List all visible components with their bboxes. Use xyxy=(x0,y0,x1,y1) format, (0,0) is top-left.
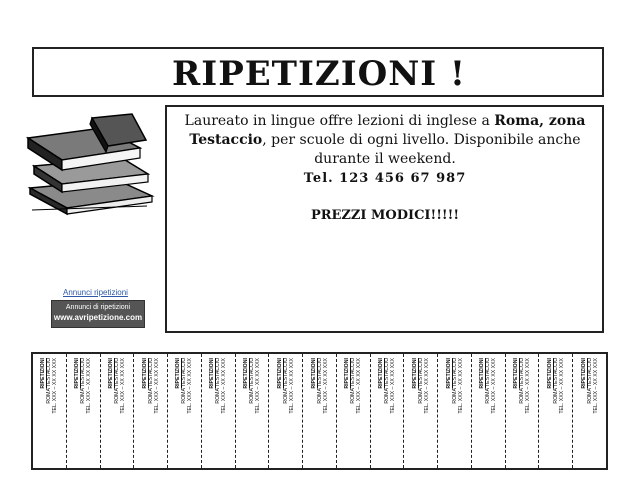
page-title: RIPETIZIONI ! xyxy=(172,54,466,94)
tear-off-strip[interactable] xyxy=(573,354,606,468)
strip-line2: ROMA TESTACCIO xyxy=(215,358,222,404)
tear-off-strip[interactable] xyxy=(404,354,438,468)
strip-text xyxy=(311,358,329,414)
strip-line3: TEL. XXX – XX XX XXX xyxy=(119,358,126,414)
badge-line1: Annunci di ripetizioni xyxy=(65,304,131,311)
strip-text xyxy=(344,358,362,414)
tear-off-strips xyxy=(31,352,608,470)
strip-line3: TEL. XXX – XX XX XXX xyxy=(558,358,565,414)
strip-line2: ROMA TESTACCIO xyxy=(46,358,53,404)
strip-line1: RIPETIZIONI xyxy=(479,358,486,389)
strip-line1: RIPETIZIONI xyxy=(546,358,553,389)
badge-line2: www.avripetizione.com xyxy=(53,313,143,322)
prices-note: PREZZI MODICI!!!!! xyxy=(310,208,460,223)
strip-line2: ROMA TESTACCIO xyxy=(519,358,526,404)
strip-line3: TEL. XXX – XX XX XXX xyxy=(187,358,194,414)
strip-line1: RIPETIZIONI xyxy=(74,358,81,389)
strip-line3: TEL. XXX – XX XX XXX xyxy=(322,358,329,414)
strip-line1: RIPETIZIONI xyxy=(378,358,385,389)
tear-off-strip[interactable] xyxy=(506,354,540,468)
strip-text xyxy=(108,358,126,414)
strip-line2: ROMA TESTACCIO xyxy=(113,358,120,404)
strip-line1: RIPETIZIONI xyxy=(40,358,47,389)
tear-off-strip[interactable] xyxy=(202,354,236,468)
strip-text xyxy=(378,358,396,414)
strip-line1: RIPETIZIONI xyxy=(344,358,351,389)
strip-line2: ROMA TESTACCIO xyxy=(80,358,87,404)
strip-line2: ROMA TESTACCIO xyxy=(181,358,188,404)
strip-line3: TEL. XXX – XX XX XXX xyxy=(491,358,498,414)
strip-line2: ROMA TESTACCIO xyxy=(552,358,559,404)
strip-line3: TEL. XXX – XX XX XXX xyxy=(153,358,160,414)
strip-line2: ROMA TESTACCIO xyxy=(147,358,154,404)
strip-text xyxy=(277,358,295,414)
strip-text xyxy=(74,358,92,414)
tear-off-strip[interactable] xyxy=(269,354,303,468)
strip-line1: RIPETIZIONI xyxy=(141,358,148,389)
strip-line3: TEL. XXX – XX XX XXX xyxy=(288,358,295,414)
strip-line1: RIPETIZIONI xyxy=(209,358,216,389)
strip-line2: ROMA TESTACCIO xyxy=(384,358,391,404)
strip-text xyxy=(547,358,565,414)
tear-off-strip[interactable] xyxy=(438,354,472,468)
strip-line2: ROMA TESTACCIO xyxy=(316,358,323,404)
strip-line3: TEL. XXX – XX XX XXX xyxy=(221,358,228,414)
strip-text xyxy=(581,358,599,414)
strip-line1: RIPETIZIONI xyxy=(411,358,418,389)
strip-text xyxy=(412,358,430,414)
strip-line1: RIPETIZIONI xyxy=(107,358,114,389)
tear-off-strip[interactable] xyxy=(168,354,202,468)
strip-line2: ROMA TESTACCIO xyxy=(350,358,357,404)
strip-line2: ROMA TESTACCIO xyxy=(451,358,458,404)
strip-line1: RIPETIZIONI xyxy=(513,358,520,389)
strip-line3: TEL. XXX – XX XX XXX xyxy=(525,358,532,414)
strip-line1: RIPETIZIONI xyxy=(445,358,452,389)
tear-off-strip[interactable] xyxy=(337,354,371,468)
ad-badge[interactable] xyxy=(51,300,145,328)
strip-text xyxy=(40,358,58,414)
tear-off-strip[interactable] xyxy=(303,354,337,468)
strip-line3: TEL. XXX – XX XX XXX xyxy=(457,358,464,414)
tear-off-strip[interactable] xyxy=(101,354,135,468)
strip-line3: TEL. XXX – XX XX XXX xyxy=(423,358,430,414)
strip-line2: ROMA TESTACCIO xyxy=(248,358,255,404)
strip-text xyxy=(479,358,497,414)
tear-off-strip[interactable] xyxy=(67,354,101,468)
strip-text xyxy=(209,358,227,414)
ad-description: Laureato in lingue offre lezioni di inglese a Roma, zona Testaccio, per scuole di ogni livello. Disponibile anche durante il weekend. xyxy=(184,113,586,167)
strip-text xyxy=(513,358,531,414)
annunci-link[interactable]: Annunci ripetizioni xyxy=(63,288,128,297)
tear-off-strip[interactable] xyxy=(134,354,168,468)
strip-line3: TEL. XXX – XX XX XXX xyxy=(356,358,363,414)
phone-number: Tel. 123 456 67 987 xyxy=(303,171,467,186)
strip-line3: TEL. XXX – XX XX XXX xyxy=(52,358,59,414)
strip-text xyxy=(243,358,261,414)
strip-text xyxy=(446,358,464,414)
strip-line3: TEL. XXX – XX XX XXX xyxy=(254,358,261,414)
strip-line3: TEL. XXX – XX XX XXX xyxy=(86,358,93,414)
strip-line2: ROMA TESTACCIO xyxy=(417,358,424,404)
tear-off-strip[interactable] xyxy=(236,354,270,468)
books-stack-icon xyxy=(22,110,157,220)
tear-off-strip[interactable] xyxy=(371,354,405,468)
strip-line2: ROMA TESTACCIO xyxy=(485,358,492,404)
strip-line1: RIPETIZIONI xyxy=(242,358,249,389)
strip-line1: RIPETIZIONI xyxy=(310,358,317,389)
tear-off-strip[interactable] xyxy=(33,354,67,468)
strip-text xyxy=(142,358,160,414)
tear-off-strip[interactable] xyxy=(472,354,506,468)
strip-line3: TEL. XXX – XX XX XXX xyxy=(390,358,397,414)
strip-line1: RIPETIZIONI xyxy=(580,358,587,389)
strip-line1: RIPETIZIONI xyxy=(175,358,182,389)
strip-line3: TEL. XXX – XX XX XXX xyxy=(592,358,599,414)
strip-line2: ROMA TESTACCIO xyxy=(586,358,593,404)
strip-line2: ROMA TESTACCIO xyxy=(282,358,289,404)
strip-line1: RIPETIZIONI xyxy=(276,358,283,389)
tear-off-strip[interactable] xyxy=(539,354,573,468)
strip-text xyxy=(175,358,193,414)
